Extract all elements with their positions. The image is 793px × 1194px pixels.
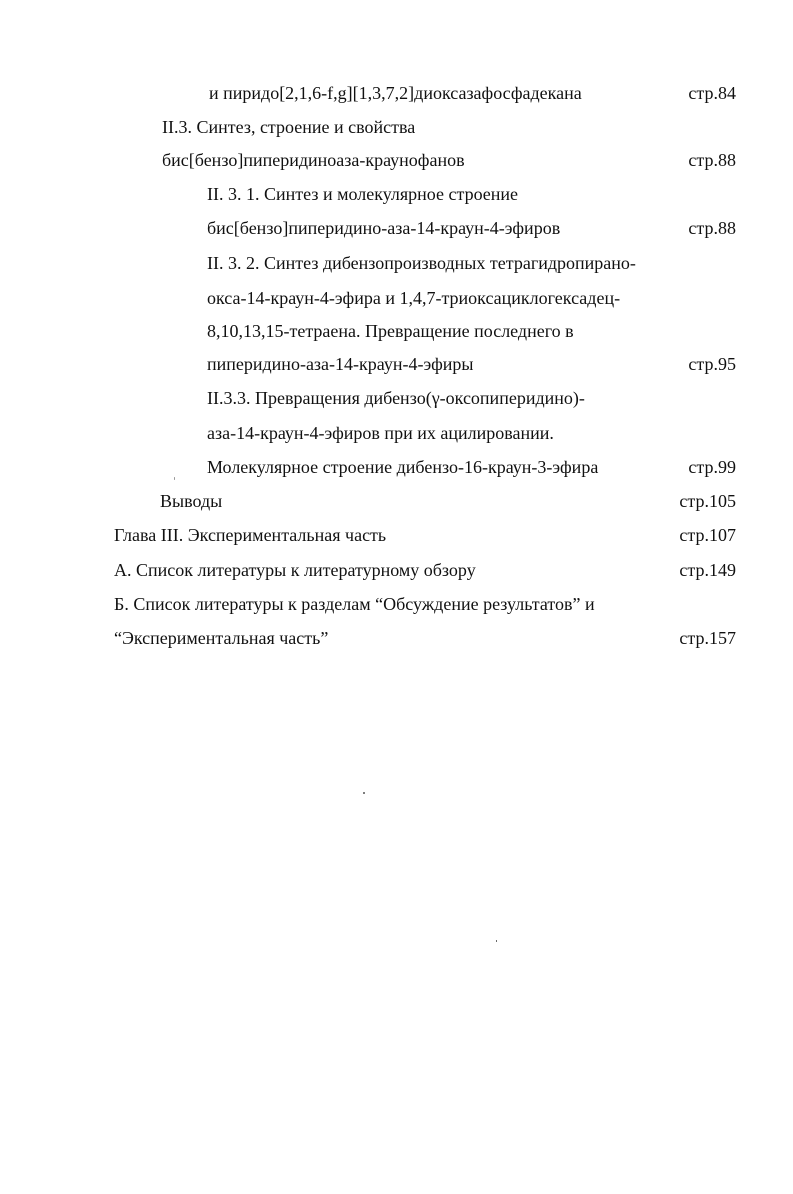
toc-line-17: “Экспериментальная часть” xyxy=(114,628,329,648)
toc-line-8: 8,10,13,15-тетраена. Превращение последнего в xyxy=(207,321,574,341)
toc-page-17: стр.157 xyxy=(679,628,736,648)
toc-page-12: стр.99 xyxy=(688,457,736,477)
toc-line-5: бис[бензо]пиперидино-аза-14-краун-4-эфиров xyxy=(207,218,561,238)
toc-line-1: и пиридо[2,1,6-f,g][1,3,7,2]диоксазафосфадекана xyxy=(209,83,582,103)
toc-line-12: Молекулярное строение дибензо-16-краун-3-эфира xyxy=(207,457,599,477)
toc-line-2: II.3. Синтез, строение и свойства xyxy=(162,117,416,137)
toc-line-15: А. Список литературы к литературному обзору xyxy=(114,560,476,580)
toc-line-9: пиперидино-аза-14-краун-4-эфиры xyxy=(207,354,474,374)
toc-line-10: II.3.3. Превращения дибензо(γ-оксопиперидино)- xyxy=(207,388,585,408)
scan-speck xyxy=(174,477,175,480)
toc-line-3: бис[бензо]пиперидиноаза-краунофанов xyxy=(162,150,465,170)
toc-line-6: II. 3. 2. Синтез дибензопроизводных тетрагидропирано- xyxy=(207,253,636,273)
toc-page-15: стр.149 xyxy=(679,560,736,580)
toc-page-3: стр.88 xyxy=(688,150,736,170)
toc-page-9: стр.95 xyxy=(688,354,736,374)
toc-line-14: Глава III. Экспериментальная часть xyxy=(114,525,387,545)
scan-speck xyxy=(363,792,365,794)
toc-line-4: II. 3. 1. Синтез и молекулярное строение xyxy=(207,184,519,204)
toc-line-7: окса-14-краун-4-эфира и 1,4,7-триоксациклогексадец- xyxy=(207,288,621,308)
toc-line-13: Выводы xyxy=(160,491,223,511)
toc-page-14: стр.107 xyxy=(679,525,736,545)
toc-page-13: стр.105 xyxy=(679,491,736,511)
scan-speck xyxy=(496,940,497,942)
toc-page-5: стр.88 xyxy=(688,218,736,238)
toc-line-16: Б. Список литературы к разделам “Обсуждение результатов” и xyxy=(114,594,595,614)
toc-page-1: стр.84 xyxy=(688,83,736,103)
toc-line-11: аза-14-краун-4-эфиров при их ацилировании. xyxy=(207,423,554,443)
